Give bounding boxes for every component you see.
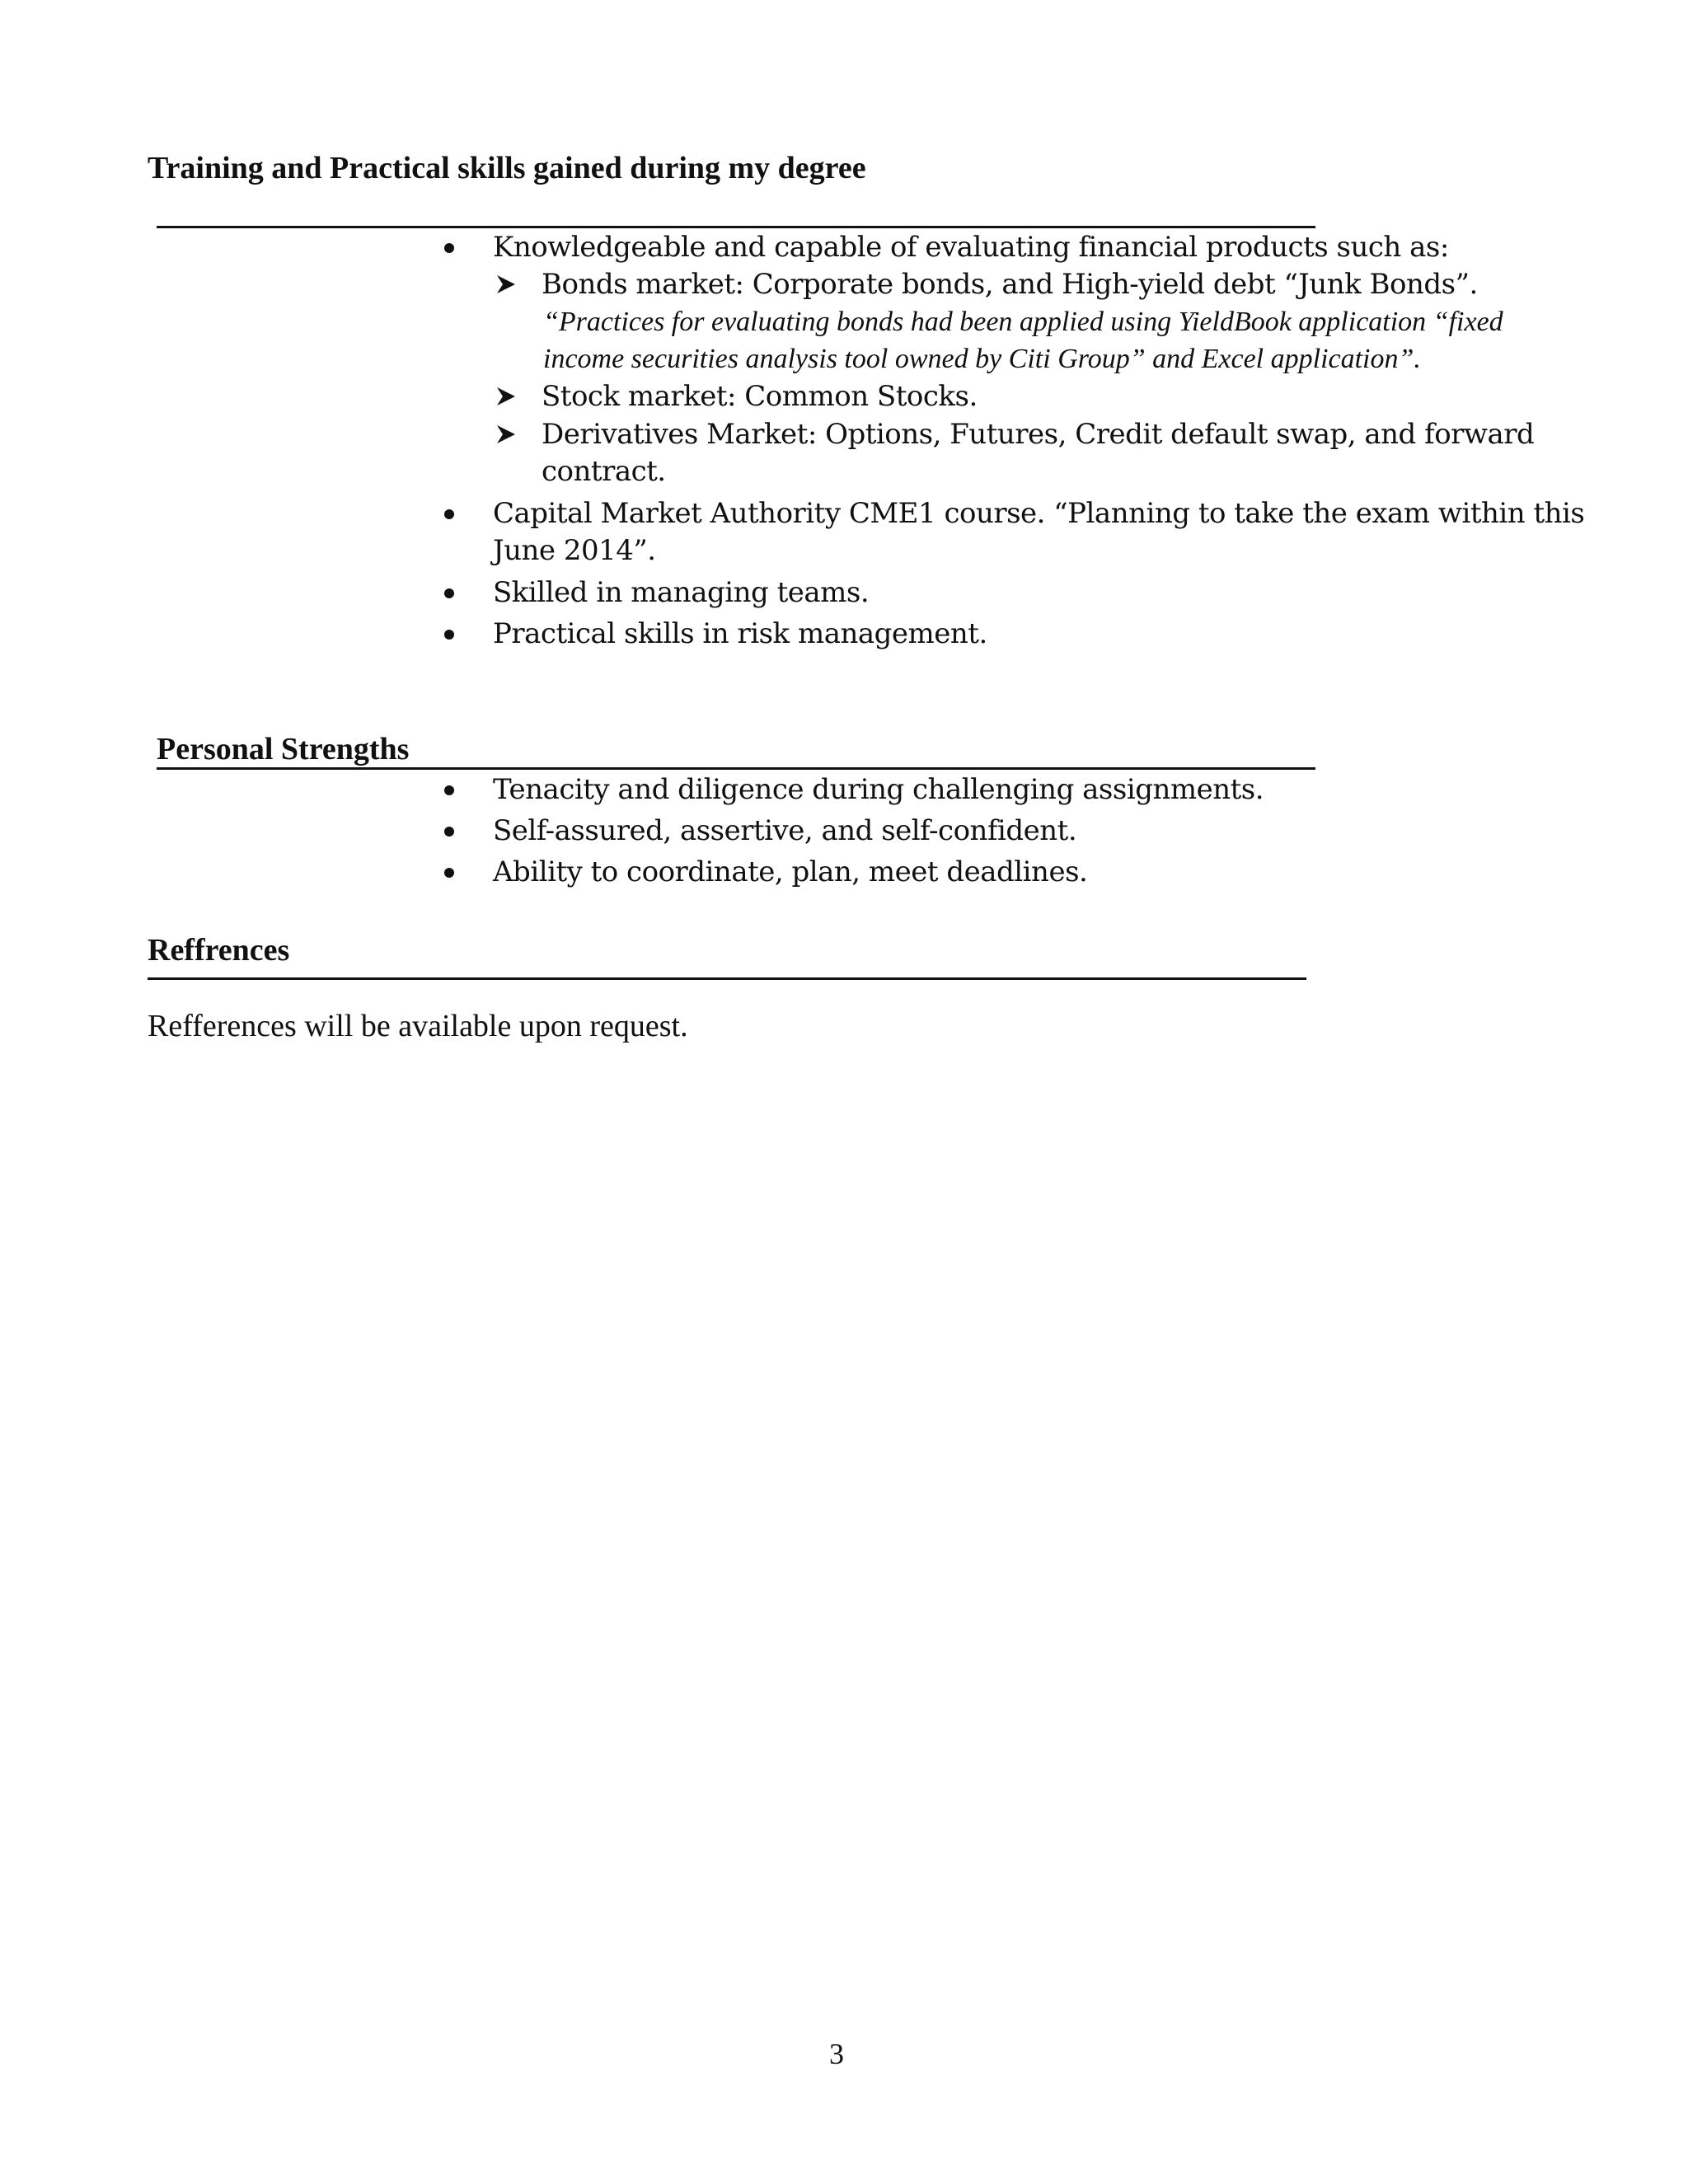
bullet-icon xyxy=(444,243,454,253)
bullet-icon xyxy=(444,509,454,519)
training-item-2: Capital Market Authority CME1 course. “Planning to take the exam within this xyxy=(493,497,1585,530)
bullet-icon xyxy=(444,785,454,795)
training-subitem-derivatives: Derivatives Market: Options, Futures, Credit default swap, and forward xyxy=(542,418,1535,451)
references-heading-rule xyxy=(148,977,1306,980)
training-heading-rule xyxy=(157,226,1315,228)
training-subitem-derivatives-cont: contract. xyxy=(542,455,666,488)
page-number: 3 xyxy=(829,2037,844,2070)
strengths-heading-rule xyxy=(157,767,1315,770)
bullet-icon xyxy=(444,868,454,878)
training-subitem-stock: Stock market: Common Stocks. xyxy=(542,380,978,413)
references-text: Refferences will be available upon request. xyxy=(148,1009,688,1043)
strengths-heading: Personal Strengths xyxy=(157,732,410,766)
strength-item-3: Ability to coordinate, plan, meet deadlines. xyxy=(493,855,1088,888)
bullet-icon xyxy=(444,588,454,598)
bullet-icon xyxy=(444,827,454,837)
strength-item-2: Self-assured, assertive, and self-confident. xyxy=(493,814,1077,847)
bonds-note-line-2: income securities analysis tool owned by Citi Group” and Excel application”. xyxy=(543,344,1421,374)
arrowhead-bullet-icon xyxy=(495,386,517,407)
training-item-1: Knowledgeable and capable of evaluating financial products such as: xyxy=(493,231,1449,264)
bullet-icon xyxy=(444,630,454,640)
training-subitem-bonds: Bonds market: Corporate bonds, and High-yield debt “Junk Bonds”. xyxy=(542,268,1478,301)
bonds-note-line-1: “Practices for evaluating bonds had been applied using YieldBook application “fixed xyxy=(543,307,1503,337)
arrowhead-bullet-icon xyxy=(495,274,517,295)
references-heading: Reffrences xyxy=(148,933,290,968)
strength-item-1: Tenacity and diligence during challenging assignments. xyxy=(493,773,1264,806)
training-item-3: Skilled in managing teams. xyxy=(493,576,870,609)
arrowhead-bullet-icon xyxy=(495,424,517,445)
training-item-2-cont: June 2014”. xyxy=(493,534,656,567)
training-item-4: Practical skills in risk management. xyxy=(493,617,987,650)
training-heading: Training and Practical skills gained during my degree xyxy=(148,151,866,185)
